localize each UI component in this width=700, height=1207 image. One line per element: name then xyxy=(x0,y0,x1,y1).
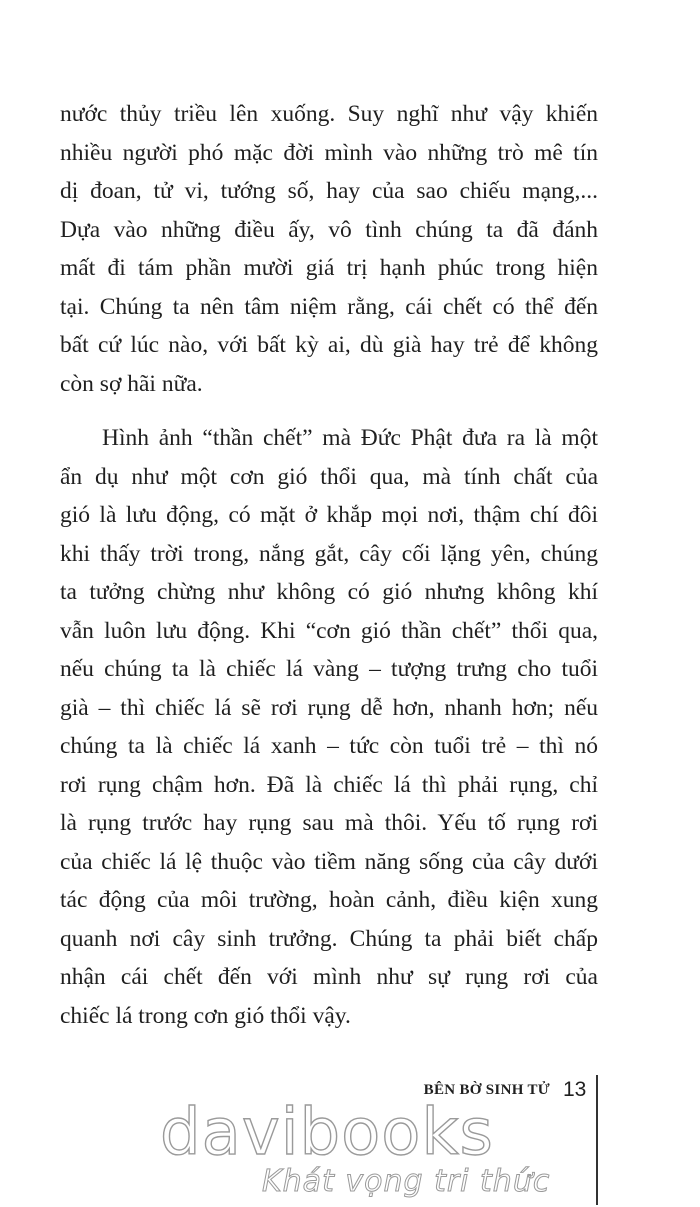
text-line: chúng ta là chiếc lá xanh – tức còn tuổi trẻ – thì nó xyxy=(60,733,598,759)
text-line: rơi rụng chậm hơn. Đã là chiếc lá thì phải rụng, chỉ xyxy=(60,771,598,798)
watermark-tagline: Khát vọng tri thức xyxy=(262,1164,551,1199)
vertical-rule xyxy=(596,1075,598,1205)
paragraph-1 xyxy=(60,95,598,403)
text-line: tác động của môi trường, hoàn cảnh, điều kiện xung xyxy=(60,887,598,913)
text-line: già – thì chiếc lá sẽ rơi rụng dễ hơn, nhanh hơn; nếu xyxy=(60,694,598,721)
text-line: còn sợ hãi nữa. xyxy=(60,370,203,397)
page-footer xyxy=(0,1078,700,1118)
text-line: khi thấy trời trong, nắng gắt, cây cối lặng yên, chúng xyxy=(60,540,598,567)
text-line: tại. Chúng ta nên tâm niệm rằng, cái chết có thể đến xyxy=(60,293,598,320)
text-line: nếu chúng ta là chiếc lá vàng – tượng trưng cho tuổi xyxy=(60,656,598,682)
text-line: bất cứ lúc nào, với bất kỳ ai, dù già hay trẻ để không xyxy=(60,332,598,358)
text-line: mất đi tám phần mười giá trị hạnh phúc trong hiện xyxy=(60,255,598,281)
text-line: chiếc lá trong cơn gió thổi vậy. xyxy=(60,1002,351,1029)
text-line: của chiếc lá lệ thuộc vào tiềm năng sống của cây dưới xyxy=(60,848,598,875)
text-line: gió là lưu động, có mặt ở khắp mọi nơi, thậm chí đôi xyxy=(60,502,598,528)
text-line: nhiều người phó mặc đời mình vào những trò mê tín xyxy=(60,139,598,166)
text-line: nước thủy triều lên xuống. Suy nghĩ như vậy khiến xyxy=(60,101,598,127)
page-number: 13 xyxy=(563,1078,587,1101)
text-line: nhận cái chết đến với mình như sự rụng rơi của xyxy=(60,964,598,990)
text-line: quanh nơi cây sinh trưởng. Chúng ta phải biết chấp xyxy=(60,925,598,952)
body-text xyxy=(60,95,598,1035)
text-line: Dựa vào những điều ấy, vô tình chúng ta đã đánh xyxy=(60,216,598,243)
text-line: là rụng trước hay rụng sau mà thôi. Yếu tố rụng rơi xyxy=(60,810,598,836)
text-line: ẩn dụ như một cơn gió thổi qua, mà tính chất của xyxy=(60,463,598,490)
paragraph-2 xyxy=(60,419,598,1035)
watermark-brand: davibooks xyxy=(160,1096,494,1170)
text-line: dị đoan, tử vi, tướng số, hay của sao chiếu mạng,... xyxy=(60,178,598,204)
text-line: vẫn luôn lưu động. Khi “cơn gió thần chết” thổi qua, xyxy=(60,617,598,644)
text-line: Hình ảnh “thần chết” mà Đức Phật đưa ra là một xyxy=(102,425,598,451)
paragraph-gap xyxy=(60,403,598,419)
text-line: ta tưởng chừng như không có gió nhưng không khí xyxy=(60,579,598,605)
running-title: BÊN BỜ SINH TỬ xyxy=(423,1082,550,1098)
